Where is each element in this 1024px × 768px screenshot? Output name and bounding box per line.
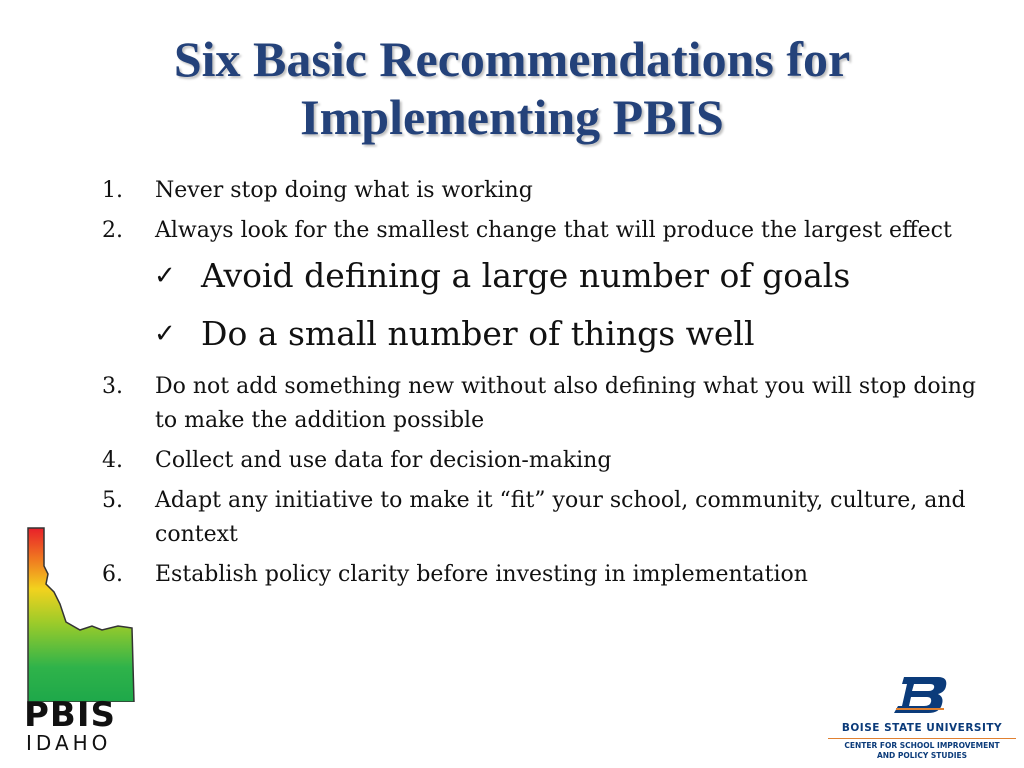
list-number: 6. xyxy=(102,562,123,587)
pbis-logo-text: PBIS xyxy=(24,695,116,735)
checkmark-icon: ✓ xyxy=(154,319,176,349)
list-number: 3. xyxy=(102,374,123,399)
list-item xyxy=(102,558,992,592)
list-text: Adapt any initiative to make it “fit” your school, community, culture, and context xyxy=(155,488,966,547)
bsu-divider xyxy=(828,738,1016,739)
list-item xyxy=(102,484,992,552)
recommendation-list xyxy=(102,174,992,598)
checkmark-icon: ✓ xyxy=(154,261,176,291)
list-number: 4. xyxy=(102,448,123,473)
list-text: Establish policy clarity before investing in implementation xyxy=(155,562,808,587)
idaho-map-icon xyxy=(22,526,142,702)
list-text: Always look for the smallest change that will produce the largest effect xyxy=(155,218,952,243)
bsu-center-line: CENTER FOR SCHOOL IMPROVEMENT xyxy=(844,741,1000,750)
checklist-item xyxy=(154,254,992,298)
list-text: Never stop doing what is working xyxy=(155,178,533,203)
bsu-center-name xyxy=(826,741,1018,761)
list-item xyxy=(102,370,992,438)
idaho-logo-text: IDAHO xyxy=(26,731,112,755)
list-text: Collect and use data for decision-making xyxy=(155,448,612,473)
bsu-name: BOISE STATE UNIVERSITY xyxy=(841,722,1003,734)
list-number: 1. xyxy=(102,178,123,203)
bsu-center-line: AND POLICY STUDIES xyxy=(876,751,968,760)
bsu-b-logo-icon xyxy=(892,676,948,714)
list-item xyxy=(102,174,992,208)
list-number: 5. xyxy=(102,488,123,513)
list-item xyxy=(102,444,992,478)
list-text: Do not add something new without also defining what you will stop doing to make the addition possible xyxy=(155,374,976,433)
list-number: 2. xyxy=(102,218,123,243)
slide-title: Six Basic Recommendations for Implementing PBIS xyxy=(173,31,851,145)
checklist-item xyxy=(154,312,992,356)
list-item xyxy=(102,214,992,248)
checklist-text: Avoid defining a large number of goals xyxy=(201,256,851,295)
checklist-text: Do a small number of things well xyxy=(201,314,755,353)
